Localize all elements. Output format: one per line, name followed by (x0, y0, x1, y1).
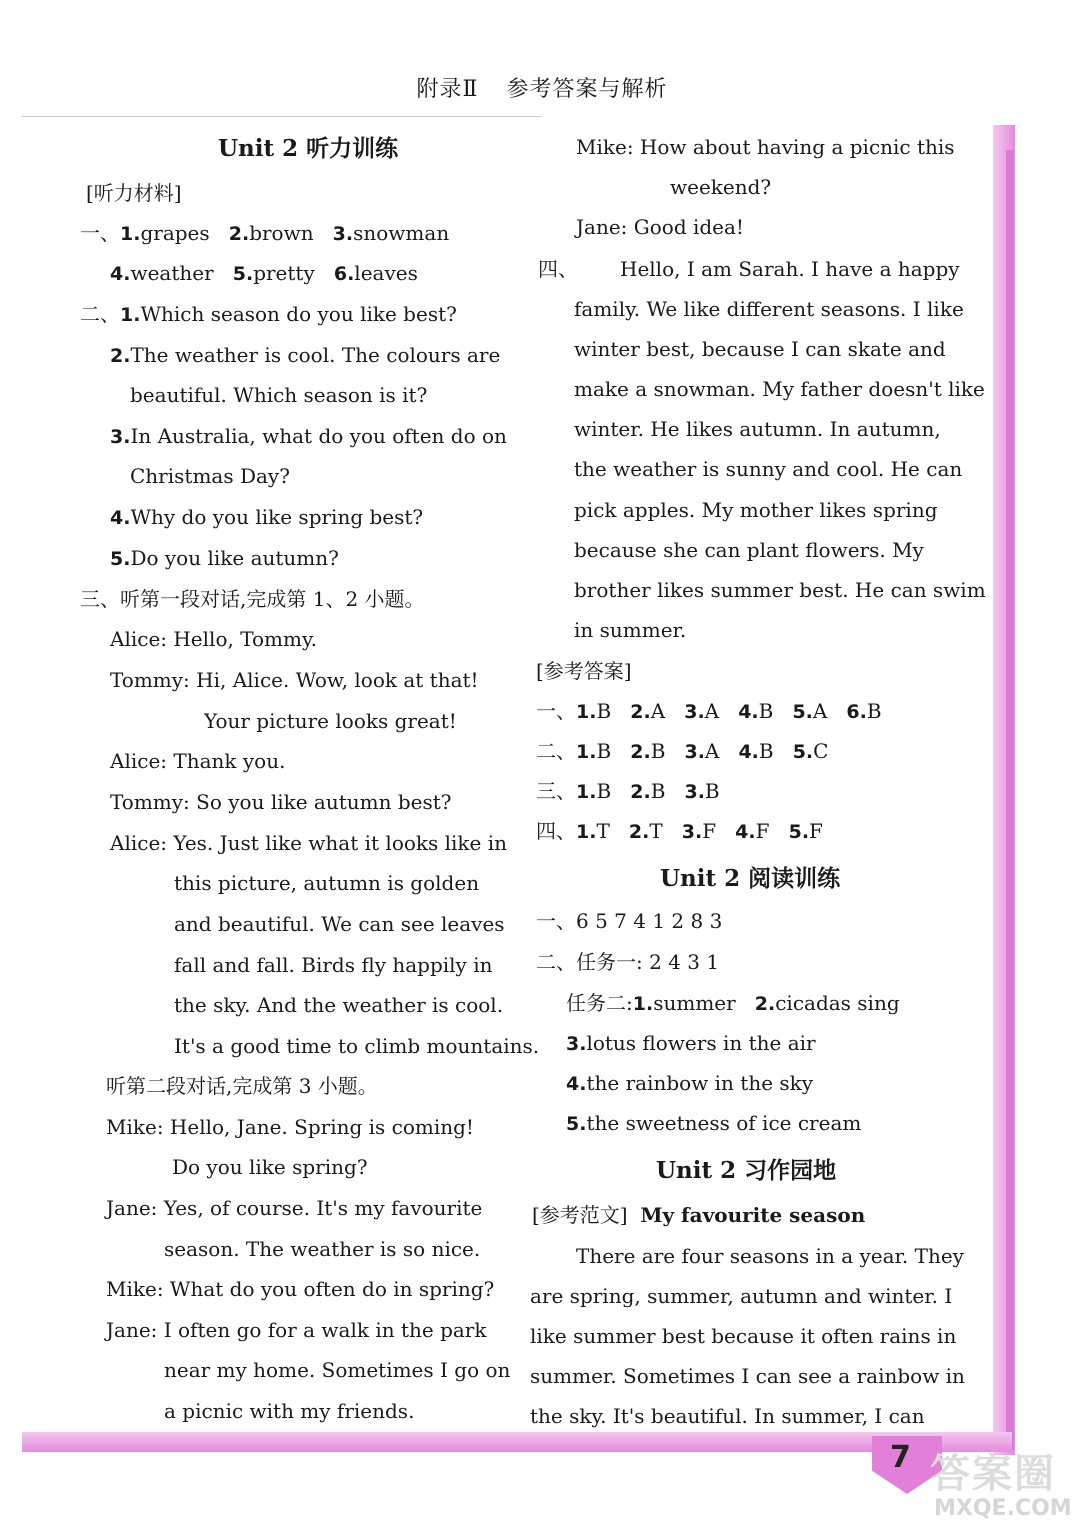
section-2-q1: 二、1.Which season do you like best? (80, 302, 457, 326)
task-2-row: 5.the sweetness of ice cream (566, 1111, 862, 1135)
passage-line: brother likes summer best. He can swim (574, 578, 986, 602)
passage-line: because she can plant flowers. My (574, 538, 924, 562)
dialogue-1-line: Alice: Thank you. (110, 749, 286, 773)
essay-line: summer. Sometimes I can see a rainbow in (530, 1364, 965, 1388)
watermark (930, 1440, 1080, 1530)
task-2-row: 3.lotus flowers in the air (566, 1031, 816, 1055)
section-4-prefix: 四、 (538, 257, 578, 281)
section-1-row-1: 一、1.grapes 2.brown 3.snowman (80, 221, 450, 245)
task-2-row: 4.the rainbow in the sky (566, 1071, 814, 1095)
dialogue-1-line: the sky. And the weather is cool. (174, 993, 504, 1017)
dialogue-2-line: Mike: Hello, Jane. Spring is coming! (106, 1115, 474, 1139)
dialogue-2-line: Mike: What do you often do in spring? (106, 1277, 495, 1301)
passage-line: Hello, I am Sarah. I have a happy (620, 257, 960, 281)
appendix-label: 附录Ⅱ (416, 77, 479, 102)
page-number: 7 (890, 1440, 911, 1475)
section-title: 参考答案与解析 (506, 77, 668, 102)
dialogue-1-line: Tommy: So you like autumn best? (110, 790, 452, 814)
answer-row-2: 二、1.B 2.B 3.A 4.B 5.C (536, 739, 829, 763)
material-label: [听力材料] (86, 181, 182, 205)
essay-line: the sky. It's beautiful. In summer, I can (530, 1404, 925, 1428)
passage-line: winter best, because I can skate and (574, 337, 946, 361)
dialogue-1-line: Tommy: Hi, Alice. Wow, look at that! (110, 668, 479, 692)
answer-row-4: 四、1.T 2.T 3.F 4.F 5.F (536, 819, 823, 843)
passage-line: in summer. (574, 618, 687, 642)
essay-line: There are four seasons in a year. They (576, 1244, 964, 1268)
dialogue-2-title: 听第二段对话,完成第 3 小题。 (106, 1074, 378, 1098)
listening-heading: Unit 2 听力训练 (218, 135, 399, 162)
answer-label: [参考答案] (536, 659, 632, 683)
dialogue-2-line: season. The weather is so nice. (164, 1237, 481, 1261)
dialogue-1-line: and beautiful. We can see leaves (174, 912, 505, 936)
dialogue-1-line: fall and fall. Birds fly happily in (174, 953, 493, 977)
dialogue-1-line: this picture, autumn is golden (174, 871, 480, 895)
header-rule (22, 116, 542, 117)
watermark-logo: 答案圈 (930, 1451, 1056, 1497)
page-header (0, 72, 1084, 103)
dialogue-2-line: Jane: I often go for a walk in the park (106, 1318, 487, 1342)
answer-row-1: 一、1.B 2.A 3.A 4.B 5.A 6.B (536, 699, 882, 723)
dialogue-2-line: Jane: Yes, of course. It's my favourite (106, 1196, 483, 1220)
passage-line: make a snowman. My father doesn't like (574, 377, 985, 401)
dialogue-2-line: Mike: How about having a picnic this (576, 135, 955, 159)
dialogue-1-line: Your picture looks great! (204, 709, 457, 733)
passage-line: pick apples. My mother likes spring (574, 498, 938, 522)
answer-page (22, 118, 997, 1438)
passage-line: the weather is sunny and cool. He can (574, 457, 963, 481)
dialogue-2-line: Do you like spring? (172, 1155, 368, 1179)
section-3-title: 三、听第一段对话,完成第 1、2 小题。 (80, 587, 425, 611)
section-2-q3: 3.In Australia, what do you often do on (110, 424, 507, 448)
page-edge-right-inner (1006, 150, 1014, 1450)
dialogue-1-line: Alice: Hello, Tommy. (110, 627, 317, 651)
dialogue-2-line: a picnic with my friends. (164, 1399, 415, 1423)
dialogue-2-line: weekend? (670, 175, 772, 199)
section-2-q4: 4.Why do you like spring best? (110, 505, 424, 529)
dialogue-2-line: near my home. Sometimes I go on (164, 1358, 511, 1382)
reading-answer-1: 一、6 5 7 4 1 2 8 3 (536, 909, 723, 933)
essay-line: like summer best because it often rains in (530, 1324, 957, 1348)
section-2-q3-cont: Christmas Day? (130, 464, 290, 488)
reading-heading: Unit 2 阅读训练 (660, 865, 841, 892)
passage-line: winter. He likes autumn. In autumn, (574, 417, 941, 441)
answer-row-3: 三、1.B 2.B 3.B (536, 779, 720, 803)
section-2-q2-cont: beautiful. Which season is it? (130, 383, 428, 407)
watermark-url: MXQE.COM (934, 1496, 1072, 1521)
task-2-row-1: 任务二:1.summer 2.cicadas sing (566, 991, 900, 1015)
dialogue-2-line: Jane: Good idea! (576, 215, 744, 239)
sample-essay-header: [参考范文] My favourite season (532, 1203, 866, 1227)
writing-heading: Unit 2 习作园地 (656, 1157, 837, 1184)
section-2-q2: 2.The weather is cool. The colours are (110, 343, 501, 367)
dialogue-1-line: It's a good time to climb mountains. (174, 1034, 540, 1058)
essay-line: are spring, summer, autumn and winter. I (530, 1284, 953, 1308)
section-2-q5: 5.Do you like autumn? (110, 546, 339, 570)
passage-line: family. We like different seasons. I like (574, 297, 964, 321)
dialogue-1-line: Alice: Yes. Just like what it looks like in (110, 831, 508, 855)
reading-answer-2: 二、任务一: 2 4 3 1 (536, 950, 720, 974)
section-1-row-2: 4.weather 5.pretty 6.leaves (110, 261, 418, 285)
